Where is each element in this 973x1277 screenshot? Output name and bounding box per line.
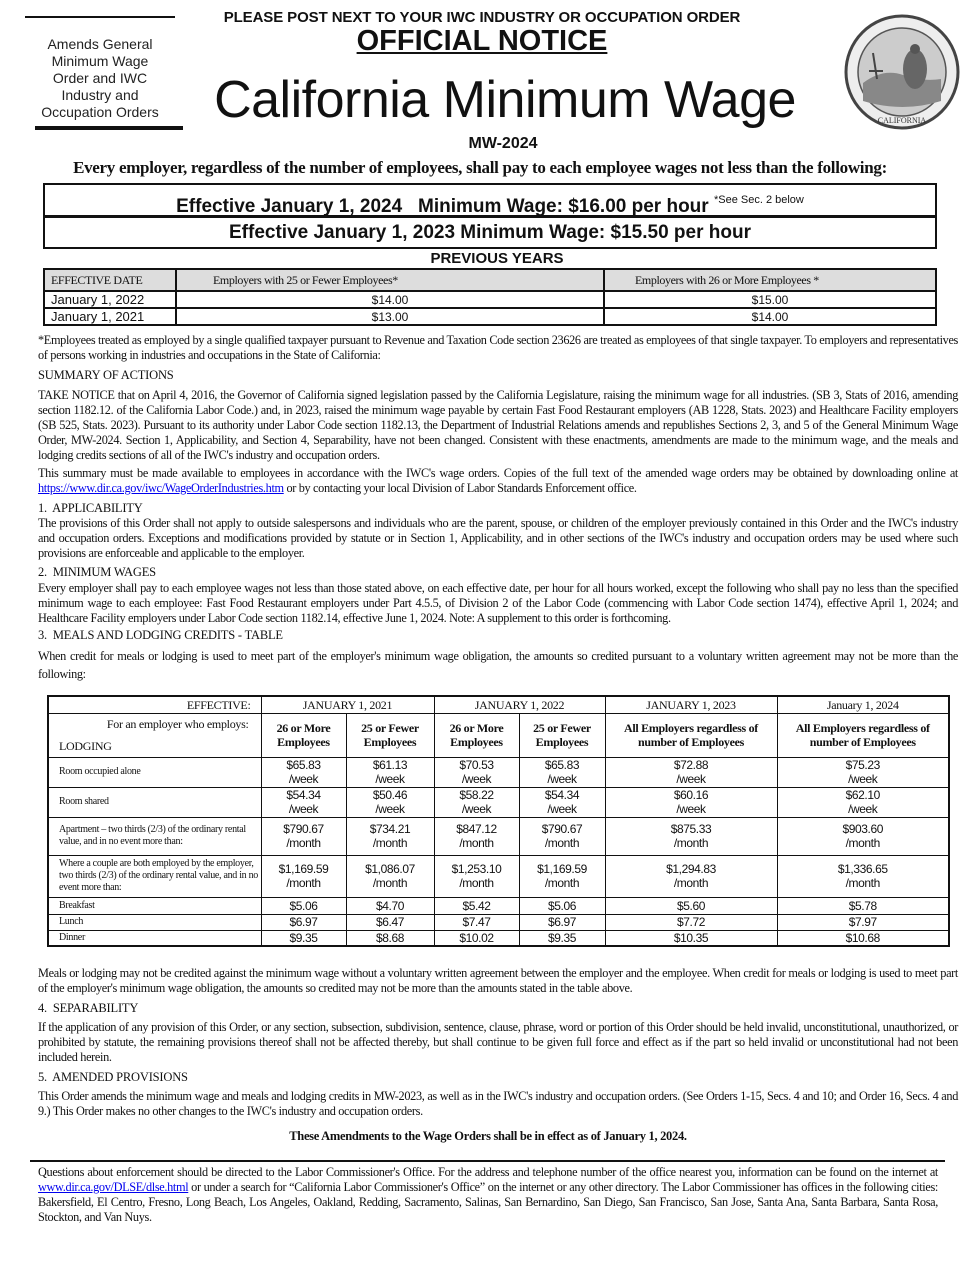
credit-value: $5.06 [261, 897, 346, 914]
credit-value: $790.67 /month [261, 817, 346, 855]
row-label: Apartment – two thirds (2/3) of the ordinary rental value, and in no event more than: [48, 817, 261, 855]
section-4-text: If the application of any provision of this Order, or any section, subsection, subdivision, sentence, clause, phrase, word or portion of this Order should be held invalid, unconstitutional, unauthorized, or prohibited by statute, the remaining provisions thereof shall not be affected thereby, but shall continue to be given full force and effect as if the part so held invalid or unconstitutional had not been included herein. [38, 1020, 958, 1064]
credit-value: $50.46 /week [346, 787, 434, 817]
credit-value: $54.34 /week [261, 787, 346, 817]
footer-text [38, 1165, 938, 1225]
effective-statement: These Amendments to the Wage Orders shall be in effect as of January 1, 2024. [289, 1129, 687, 1143]
credit-value: $9.35 [261, 930, 346, 946]
table-row [48, 930, 949, 946]
effective-row [48, 696, 949, 713]
credit-value: $10.68 [777, 930, 949, 946]
previous-years-title: PREVIOUS YEARS [430, 250, 564, 267]
value-cell: $14.00 [604, 308, 936, 325]
page-title: California Minimum Wage [214, 71, 796, 129]
table-row [48, 757, 949, 787]
credit-value: $7.97 [777, 914, 949, 930]
credit-value: $70.53 /week [434, 757, 519, 787]
credit-value: $7.72 [605, 914, 777, 930]
credit-value: $10.02 [434, 930, 519, 946]
credit-value: $6.47 [346, 914, 434, 930]
lodging-label: LODGING [59, 739, 112, 753]
sub-header: 25 or Fewer Employees [519, 713, 605, 757]
intro-statement: Every employer, regardless of the number of employees, shall pay to each employee wages not less than the following: [73, 158, 887, 177]
credit-value: $4.70 [346, 897, 434, 914]
section-3-heading: 3. MEALS AND LODGING CREDITS - TABLE [38, 628, 283, 642]
table-row [48, 855, 949, 897]
sub-header: 25 or Fewer Employees [346, 713, 434, 757]
credit-value: $58.22 /week [434, 787, 519, 817]
header-cell: Employers with 25 or Fewer Employees* [176, 269, 604, 291]
footnote: *Employees treated as employed by a single qualified taxpayer pursuant to Revenue and Taxation Code section 23626 are treated as employees of that single taxpayer. To employers and representatives of persons working in industries and occupations in the State of California: [38, 333, 958, 362]
date-header: JANUARY 1, 2021 [261, 696, 434, 713]
employer-label: For an employer who employs: [106, 717, 249, 731]
credit-value: $5.60 [605, 897, 777, 914]
sub-header: All Employers regardless of number of Employees [777, 713, 949, 757]
row-label: Lunch [48, 914, 261, 930]
current-wage-2023: Effective January 1, 2023 Minimum Wage: $15.50 per hour [229, 222, 751, 243]
table-row [48, 787, 949, 817]
date-cell: January 1, 2021 [44, 308, 176, 325]
credit-value: $65.83 /week [261, 757, 346, 787]
section-3-text: When credit for meals or lodging is used to meet part of the employer's minimum wage obligation, the amounts so credited pursuant to a voluntary written agreement may not be more than the following: [38, 649, 958, 681]
summary-heading: SUMMARY OF ACTIONS [38, 368, 174, 382]
dlse-link[interactable]: www.dir.ca.gov/DLSE/dlse.html [38, 1180, 189, 1194]
section-5-text: This Order amends the minimum wage and meals and lodging credits in MW-2023, as well as in the IWC's industry and occupation orders. (See Orders 1-15, Secs. 4 and 10; and Order 16, Secs. 4 and 9.) This Order makes no other changes to the IWC's industry and occupation orders. [38, 1089, 958, 1118]
current-wage-box-2024 [43, 183, 937, 217]
table-row [48, 897, 949, 914]
credit-value: $1,169.59 /month [519, 855, 605, 897]
table-row [44, 308, 936, 325]
row-label: Where a couple are both employed by the employer, two thirds (2/3) of the ordinary rental value, and in no event more than: [48, 855, 261, 897]
header-cell: Employers with 26 or More Employees * [604, 269, 936, 291]
post-notice: PLEASE POST NEXT TO YOUR IWC INDUSTRY OR OCCUPATION ORDER [223, 9, 741, 26]
credit-value: $1,086.07 /month [346, 855, 434, 897]
row-label: Dinner [48, 930, 261, 946]
credit-value: $75.23 /week [777, 757, 949, 787]
section-2-text: Every employer shall pay to each employee wages not less than those stated above, on each effective date, per hour for all hours worked, except the following who shall pay no less than the specified minimum wage to each employee: Fast Food Restaurant employers under Part 4.5.5, of Division 2 of the Labor Code (commencing with Labor Code section 1474), effective April 1, 2024; and Healthcare Facility employers under Labor Code section 1182.14, effective June 1, 2024. Note: A supplement to this order is forthcoming. [38, 581, 958, 625]
section-1-heading: 1. APPLICABILITY [38, 501, 143, 515]
date-cell: January 1, 2022 [44, 291, 176, 308]
section-5-heading: 5. AMENDED PROVISIONS [38, 1070, 188, 1084]
credit-value: $1,336.65 /month [777, 855, 949, 897]
credit-value: $5.06 [519, 897, 605, 914]
credit-value: $6.97 [261, 914, 346, 930]
amends-text: Amends General Minimum Wage Order and IWC Industry and Occupation Orders [41, 36, 159, 120]
credit-value: $1,253.10 /month [434, 855, 519, 897]
credit-value: $65.83 /week [519, 757, 605, 787]
date-header: JANUARY 1, 2023 [605, 696, 777, 713]
credit-value: $790.67 /month [519, 817, 605, 855]
sub-header-row [48, 713, 949, 757]
credit-value: $10.35 [605, 930, 777, 946]
value-cell: $14.00 [176, 291, 604, 308]
credit-value: $5.78 [777, 897, 949, 914]
meals-lodging-table [47, 695, 950, 947]
current-wage-note: *See Sec. 2 below [713, 194, 804, 206]
sub-header: 26 or More Employees [434, 713, 519, 757]
current-wage-box-2023 [43, 216, 937, 249]
previous-years-table [43, 268, 937, 326]
sub-header: All Employers regardless of number of Employees [605, 713, 777, 757]
availability-text: This summary must be made available to employees in accordance with the IWC's wage orders. Copies of the full text of the amended wage orders may be obtained by downloading online at [38, 466, 958, 480]
footer-rule [30, 1160, 945, 1162]
credit-value: $734.21 /month [346, 817, 434, 855]
credit-value: $9.35 [519, 930, 605, 946]
seal-lettering: CALIFORNIA [877, 116, 927, 125]
credit-value: $8.68 [346, 930, 434, 946]
table-row [44, 291, 936, 308]
credit-value: $62.10 /week [777, 787, 949, 817]
wage-orders-link[interactable]: https://www.dir.ca.gov/iwc/WageOrderIndustries.htm [38, 481, 284, 495]
table-row [48, 914, 949, 930]
value-cell: $13.00 [176, 308, 604, 325]
sub-header: 26 or More Employees [261, 713, 346, 757]
table-row [48, 817, 949, 855]
credit-value: $7.47 [434, 914, 519, 930]
footer-text-end: or under a search for “California Labor Commissioner's Office” on the internet or any other directory. The Labor Commissioner has offices in the following cities: Bakersfield, El Centro, Fresno, Long Beach, Los Angeles, Oakland, Redding, Sacramento, Salinas, San Bernardino, San Diego, San Francisco, San Jose, Santa Ana, Santa Barbara, Santa Rosa, Stockton, and Van Nuys. [38, 1180, 938, 1224]
current-wage-2024: Effective January 1, 2024 Minimum Wage: $16.00 per hour [176, 196, 709, 217]
left-bottom-rule [35, 126, 183, 130]
footer-text-start: Questions about enforcement should be directed to the Labor Commissioner's Office. For the address and telephone number of the office nearest you, information can be found on the internet at [38, 1165, 938, 1179]
meals-note: Meals or lodging may not be credited against the minimum wage without a voluntary written agreement between the employer and the employee. When credit for meals or lodging is used to meet part of the employer's minimum wage obligation, the amounts so credited may not be more than the amounts stated in the table above. [38, 966, 958, 995]
credit-value: $61.13 /week [346, 757, 434, 787]
credit-value: $1,294.83 /month [605, 855, 777, 897]
california-seal-icon [843, 13, 961, 131]
section-2-heading: 2. MINIMUM WAGES [38, 565, 156, 579]
credit-value: $6.97 [519, 914, 605, 930]
row-label: Room occupied alone [48, 757, 261, 787]
effective-label: EFFECTIVE: [48, 696, 261, 713]
row-label: Room shared [48, 787, 261, 817]
summary-availability [38, 466, 958, 496]
value-cell: $15.00 [604, 291, 936, 308]
order-code: MW-2024 [468, 135, 538, 152]
credit-value: $903.60 /month [777, 817, 949, 855]
section-1-text: The provisions of this Order shall not apply to outside salespersons and individuals who are the parent, spouse, or children of the employer previously contained in this Order and the IWC's industry and occupation orders. Exceptions and modifications provided by statute or in Section 1, Applicability, and in other sections of the IWC's industry and occupation orders may be used where such provisions are enforceable and applicable to the employer. [38, 516, 958, 560]
credit-value: $5.42 [434, 897, 519, 914]
availability-text-end: or by contacting your local Division of Labor Standards Enforcement office. [283, 481, 637, 495]
header-cell: EFFECTIVE DATE [44, 269, 176, 291]
date-header: January 1, 2024 [777, 696, 949, 713]
credit-value: $875.33 /month [605, 817, 777, 855]
credit-value: $1,169.59 /month [261, 855, 346, 897]
credit-value: $54.34 /week [519, 787, 605, 817]
date-header: JANUARY 1, 2022 [434, 696, 605, 713]
credit-value: $847.12 /month [434, 817, 519, 855]
credit-value: $60.16 /week [605, 787, 777, 817]
table-header-row [44, 269, 936, 291]
section-4-heading: 4. SEPARABILITY [38, 1001, 139, 1015]
official-notice: OFFICIAL NOTICE [356, 25, 608, 57]
summary-paragraph: TAKE NOTICE that on April 4, 2016, the Governor of California signed legislation passed by the California Legislature, raising the minimum wage for all industries. (SB 3, Stats of 2016, amending section 1182.12. of the California Labor Code.) and, in 2023, raised the minimum wage payable by certain Fast Food Restaurant employers (AB 1228, Stats. 2023) and Healthcare Facility employers (SB 525, Stats. 2023). Pursuant to its authority under Labor Code section 1182.13, the Department of Industrial Relations amends and republishes Sections 2, 3, and 5 of the General Minimum Wage Order, MW-2024. Section 1, Applicability, and Section 4, Separability, have not been changed. Consistent with these enactments, amendments are made to the minimum wage, and the meals and lodging credits sections of all of the IWC's industry and occupation orders. [38, 388, 958, 462]
credit-value: $72.88 /week [605, 757, 777, 787]
row-label: Breakfast [48, 897, 261, 914]
